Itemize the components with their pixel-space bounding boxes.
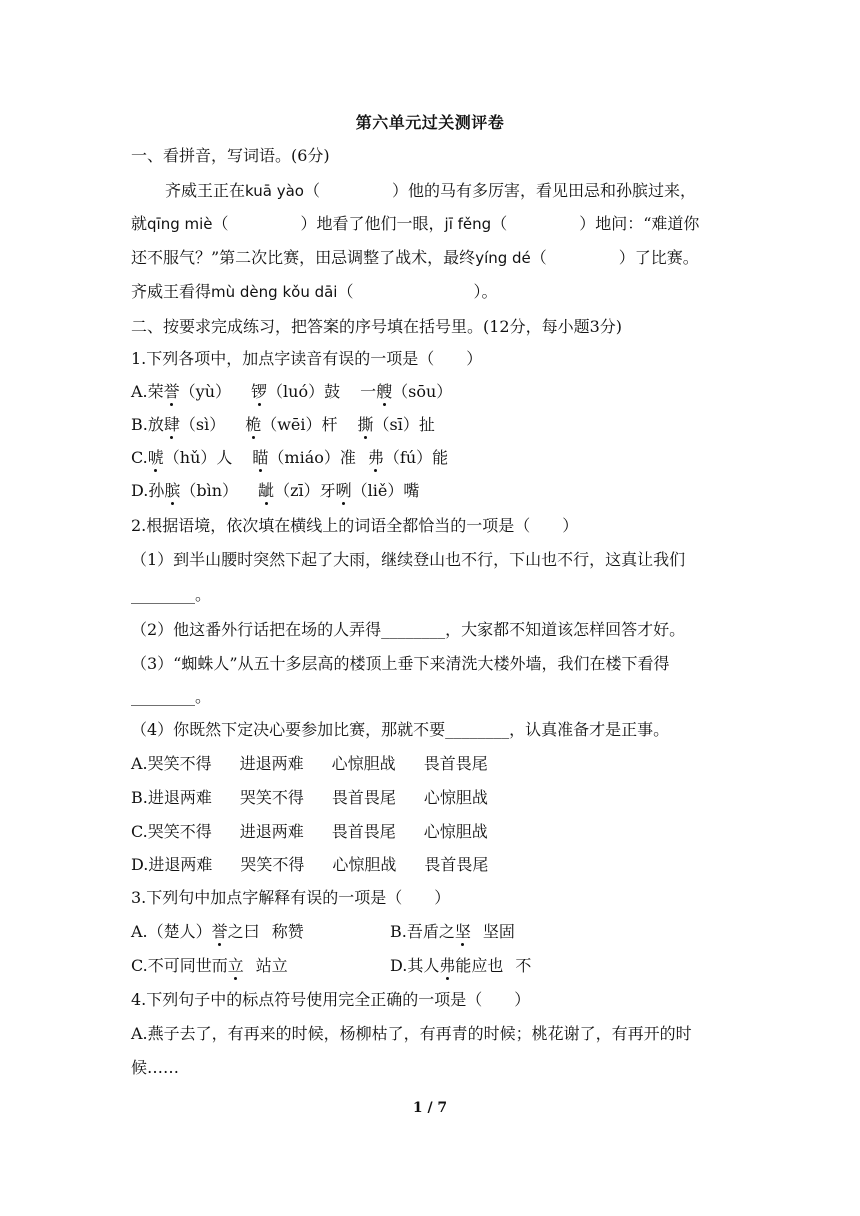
- question-1-stem: 1.下列各项中，加点字读音有误的一项是（ ）: [131, 349, 483, 368]
- text: （miáo）准: [268, 448, 356, 467]
- text: 进退两难: [239, 754, 304, 773]
- question-2-sentence-3: （3）“蜘蛛人”从五十多层高的楼顶上垂下来清洗大楼外墙，我们在楼下看得: [131, 654, 670, 673]
- text: ）了比赛。: [618, 248, 699, 267]
- question-2-sentence-3-blank: ________。: [131, 687, 212, 706]
- text: B.进退两难: [131, 788, 212, 807]
- dotted-char: 立: [227, 956, 244, 975]
- text: 畏首畏尾: [331, 822, 396, 841]
- dotted-char: 艘: [376, 382, 393, 401]
- question-2-option-a[interactable]: [131, 754, 488, 774]
- text: （yù）: [179, 382, 232, 401]
- pinyin: qīng miè: [147, 215, 213, 233]
- text: 畏首畏尾: [424, 855, 489, 874]
- question-2-option-d[interactable]: [131, 855, 488, 875]
- text: C.: [131, 448, 148, 467]
- text: 称赞: [271, 922, 304, 941]
- dotted-char: 撕: [357, 415, 374, 434]
- question-1-option-b[interactable]: [131, 415, 435, 435]
- dotted-char: 誉: [211, 922, 228, 941]
- question-2-stem: 2.根据语境，依次填在横线上的词语全都恰当的一项是（ ）: [131, 516, 579, 535]
- pinyin: yíng dé: [475, 249, 531, 267]
- text: 之曰: [227, 922, 260, 941]
- text: 坚固: [482, 922, 515, 941]
- text: 心惊胆战: [332, 855, 397, 874]
- question-4-option-a-line-2: 候……: [131, 1058, 180, 1077]
- question-2-sentence-2: （2）他这番外行话把在场的人弄得________，大家都不知道该怎样回答才好。: [131, 620, 686, 639]
- text: D.进退两难: [131, 855, 213, 874]
- text: （hǔ）人: [163, 448, 233, 467]
- section-1-paragraph-line-1: [165, 181, 696, 201]
- question-1-option-c[interactable]: [131, 448, 448, 468]
- text: （sì）: [179, 415, 226, 434]
- text: D.孙: [131, 481, 165, 500]
- section-1-paragraph-line-4: [131, 282, 498, 302]
- text: A.（楚人）: [131, 922, 212, 941]
- question-1-option-a[interactable]: [131, 382, 452, 402]
- dotted-char: 弗: [439, 956, 456, 975]
- dotted-char: 膑: [164, 481, 181, 500]
- question-3-stem: 3.下列句中加点字解释有误的一项是（ ）: [131, 888, 451, 907]
- section-1-paragraph-line-3: [131, 248, 699, 268]
- bracket: （: [530, 248, 547, 267]
- dotted-char: 誉: [163, 382, 180, 401]
- text: （wēi）杆: [261, 415, 338, 434]
- dotted-char: 唬: [147, 448, 164, 467]
- text: 一: [360, 382, 377, 401]
- text: 不: [515, 956, 532, 975]
- bracket: （: [491, 214, 508, 233]
- text: 齐威王正在: [165, 181, 246, 200]
- text: 进退两难: [239, 822, 304, 841]
- text: ）。: [473, 282, 498, 301]
- pinyin: jī fěng: [444, 215, 492, 233]
- dotted-char: 龇: [258, 481, 275, 500]
- question-2-option-c[interactable]: [131, 822, 488, 842]
- bracket: （: [337, 282, 354, 301]
- question-3-option-b[interactable]: [390, 922, 515, 942]
- question-4-stem: 4.下列句子中的标点符号使用完全正确的一项是（ ）: [131, 990, 531, 1009]
- question-2-option-b[interactable]: [131, 788, 488, 808]
- text: A.哭笑不得: [131, 754, 212, 773]
- dotted-char: 桅: [245, 415, 262, 434]
- text: C.哭笑不得: [131, 822, 212, 841]
- dotted-char: 锣: [251, 382, 268, 401]
- dotted-char: 弗: [367, 448, 384, 467]
- text: （fú）能: [383, 448, 449, 467]
- text: ）地问：“难道你: [579, 214, 700, 233]
- question-1-option-d[interactable]: [131, 481, 419, 501]
- text: （zī）牙: [274, 481, 336, 500]
- pinyin: kuā yào: [245, 182, 304, 200]
- text: 心惊胆战: [423, 788, 488, 807]
- question-3-option-d[interactable]: [390, 956, 531, 976]
- section-1-heading: 一、看拼音，写词语。(6分): [131, 146, 330, 165]
- dotted-char: 咧: [335, 481, 352, 500]
- text: （sī）扯: [373, 415, 435, 434]
- text: 心惊胆战: [331, 754, 396, 773]
- question-2-sentence-4: （4）你既然下定决心要参加比赛，那就不要________，认真准备才是正事。: [131, 720, 670, 739]
- text: 能应也: [455, 956, 504, 975]
- text: 心惊胆战: [423, 822, 488, 841]
- text: C.不可同世而: [131, 956, 228, 975]
- question-2-sentence-1-blank: ________。: [131, 585, 212, 604]
- bracket: （: [212, 214, 229, 233]
- question-3-option-c[interactable]: [131, 956, 288, 976]
- dotted-char: 瞄: [252, 448, 269, 467]
- section-1-paragraph-line-2: [131, 214, 699, 234]
- page-number: 1 / 7: [412, 1100, 448, 1116]
- dotted-char: 肆: [163, 415, 180, 434]
- text: A.荣: [131, 382, 164, 401]
- bracket: （: [303, 181, 320, 200]
- page-title: 第六单元过关测评卷: [355, 113, 505, 132]
- dotted-char: 坚: [454, 922, 471, 941]
- text: 就: [131, 214, 148, 233]
- question-2-sentence-1: （1）到半山腰时突然下起了大雨，继续登山也不行，下山也不行，这真让我们: [131, 550, 686, 569]
- question-4-option-a-line-1[interactable]: A.燕子去了，有再来的时候，杨柳枯了，有再青的时候；桃花谢了，有再开的时: [131, 1024, 692, 1043]
- text: （luó）鼓: [267, 382, 341, 401]
- text: D.其人: [390, 956, 440, 975]
- text: ）地看了他们一眼，: [300, 214, 445, 233]
- text: ）他的马有多厉害，看见田忌和孙膑过来，: [391, 181, 696, 200]
- text: B.吾盾之: [390, 922, 455, 941]
- text: （bìn）: [180, 481, 239, 500]
- text: B.放: [131, 415, 164, 434]
- question-3-option-a[interactable]: [131, 922, 304, 942]
- text: 畏首畏尾: [331, 788, 396, 807]
- text: 畏首畏尾: [423, 754, 488, 773]
- text: （liě）嘴: [351, 481, 420, 500]
- text: 站立: [255, 956, 288, 975]
- text: 还不服气？”第二次比赛，田忌调整了战术，最终: [131, 248, 476, 267]
- section-2-heading: 二、按要求完成练习，把答案的序号填在括号里。(12分，每小题3分): [131, 317, 623, 336]
- pinyin: mù dèng kǒu dāi: [211, 283, 338, 301]
- text: 齐威王看得: [131, 282, 212, 301]
- text: 哭笑不得: [239, 788, 304, 807]
- text: （sōu）: [392, 382, 453, 401]
- text: 哭笑不得: [240, 855, 305, 874]
